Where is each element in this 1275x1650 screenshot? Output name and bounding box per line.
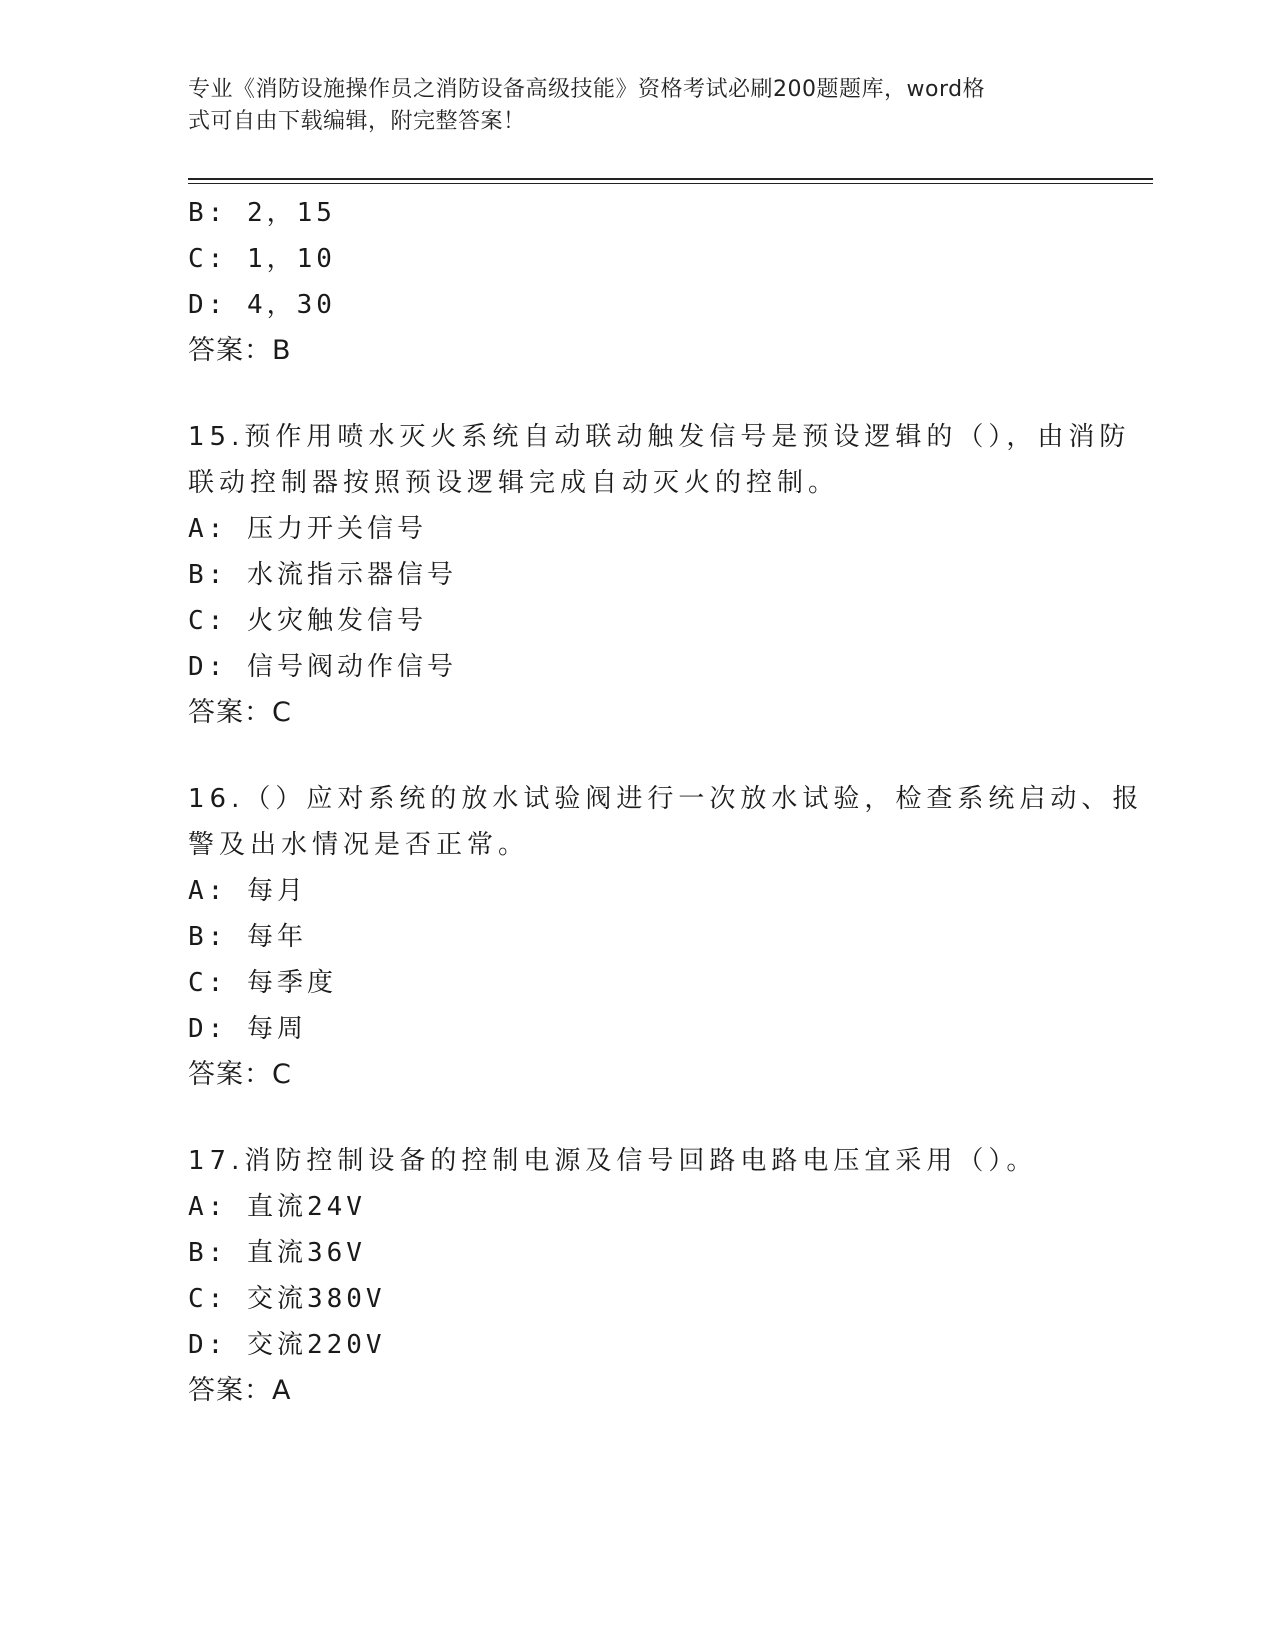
answer-line: 答案：C (188, 1059, 292, 1090)
question-stem-line: 警及出水情况是否正常。 (188, 830, 530, 860)
option-a: A: 每月 (188, 876, 307, 906)
header-line-2: 式可自由下载编辑，附完整答案！ (188, 109, 526, 134)
option-c: C: 交流380V (188, 1284, 386, 1314)
question-stem-line: 15.预作用喷水灭火系统自动联动触发信号是预设逻辑的（），由消防 (188, 422, 1131, 452)
question-16 (188, 776, 1144, 1098)
option-c: C: 火灾触发信号 (188, 606, 427, 636)
option-b: B: 每年 (188, 922, 307, 952)
question-stem-line: 联动控制器按照预设逻辑完成自动灭火的控制。 (188, 468, 840, 498)
header-divider-thick (188, 178, 1153, 180)
option-d: D: 信号阀动作信号 (188, 652, 457, 682)
option-b: B: 2，15 (188, 198, 336, 228)
question-17 (188, 1138, 1088, 1414)
option-a: A: 直流24V (188, 1192, 366, 1222)
carryover-question (188, 190, 1088, 374)
document-header (188, 74, 1088, 138)
question-15 (188, 414, 1131, 736)
option-d: D: 交流220V (188, 1330, 386, 1360)
option-c: C: 每季度 (188, 968, 337, 998)
header-line-1: 专业《消防设施操作员之消防设备高级技能》资格考试必刷200题题库，word格 (188, 77, 986, 102)
answer-line: 答案：C (188, 697, 292, 728)
header-divider-thin (188, 183, 1153, 184)
option-c: C: 1，10 (188, 244, 336, 274)
option-d: D: 每周 (188, 1014, 307, 1044)
option-d: D: 4，30 (188, 290, 336, 320)
question-stem-line: 16.（）应对系统的放水试验阀进行一次放水试验，检查系统启动、报 (188, 784, 1144, 814)
option-b: B: 水流指示器信号 (188, 560, 457, 590)
answer-line: 答案：A (188, 1375, 292, 1406)
question-stem-line: 17.消防控制设备的控制电源及信号回路电路电压宜采用（）。 (188, 1146, 1038, 1176)
option-b: B: 直流36V (188, 1238, 366, 1268)
document-body (188, 190, 1144, 1414)
answer-line: 答案：B (188, 335, 292, 366)
option-a: A: 压力开关信号 (188, 514, 427, 544)
